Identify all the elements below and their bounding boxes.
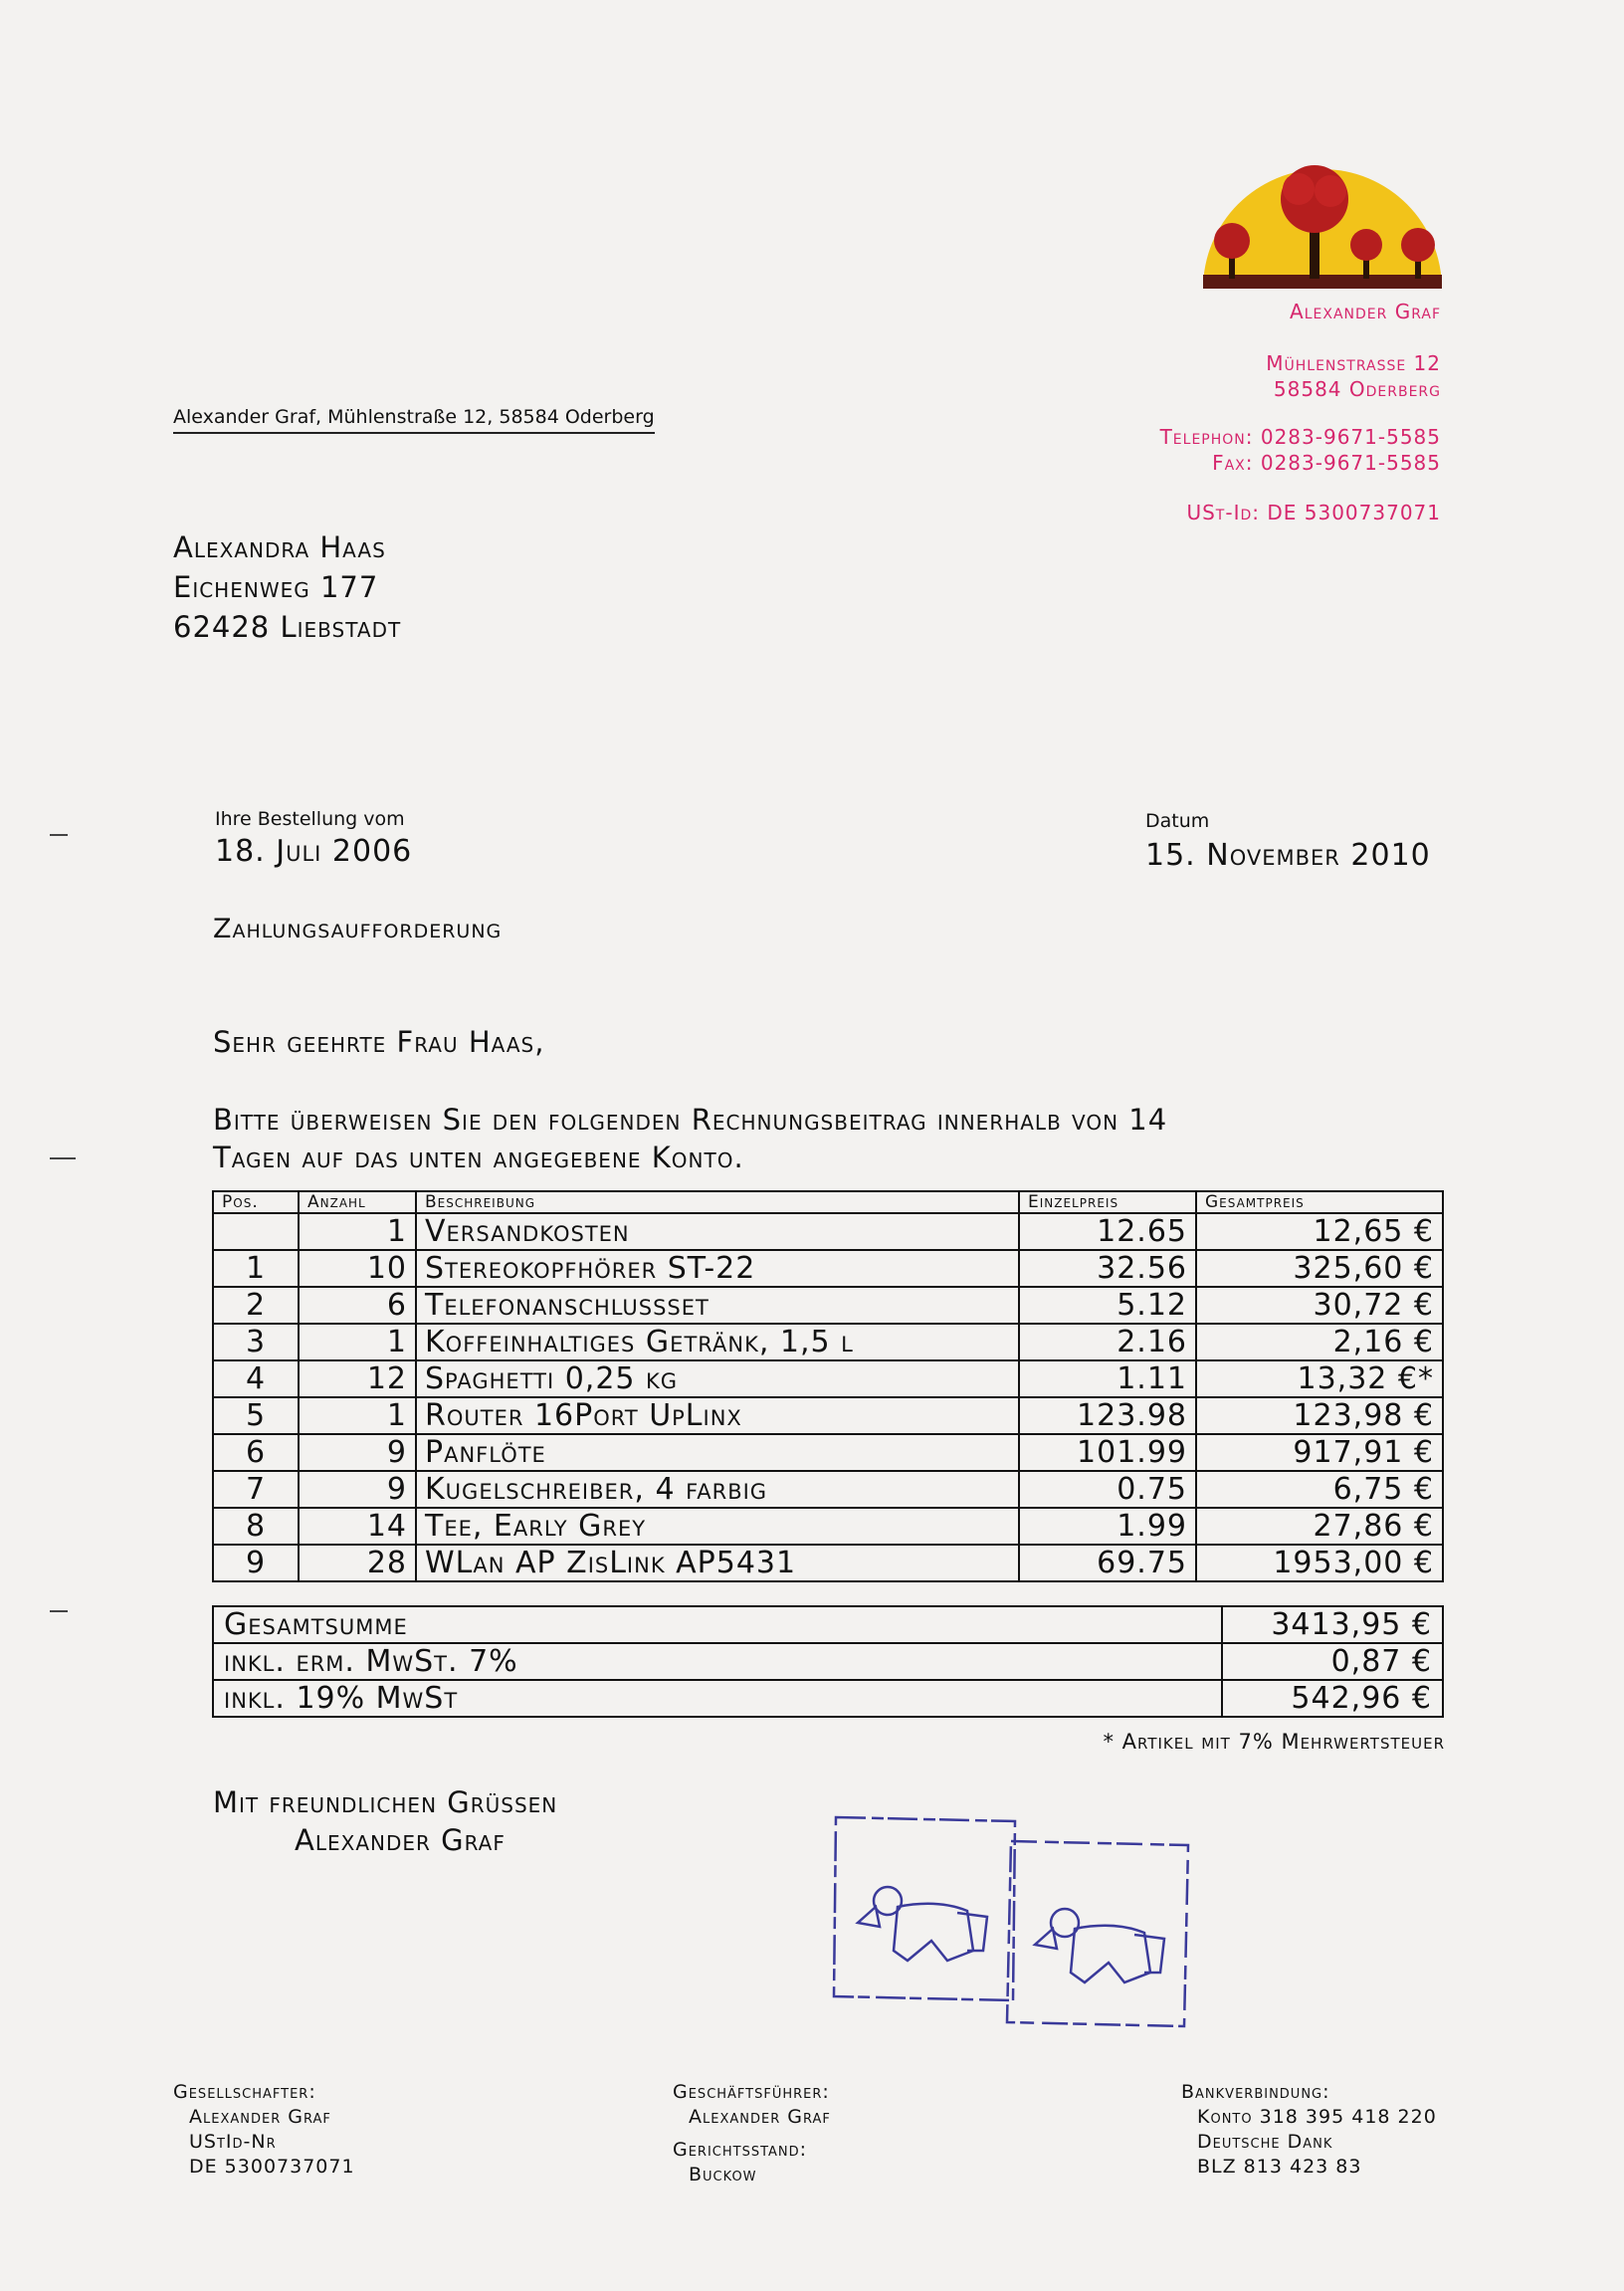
footer-heading: Gesellschafter: <box>173 2081 316 2103</box>
sender-return-address: Alexander Graf, Mühlenstraße 12, 58584 Oderberg <box>173 406 655 434</box>
cell-qty: 9 <box>299 1471 416 1508</box>
recipient-city: 62428 Liebstadt <box>173 610 402 644</box>
letterhead-name: Alexander Graf <box>1290 300 1441 323</box>
table-row <box>213 1360 1443 1397</box>
recipient-street: Eichenweg 177 <box>173 570 379 604</box>
cell-desc: Tee, Early Grey <box>416 1508 1019 1545</box>
footer-heading: Gerichtsstand: <box>673 2139 808 2161</box>
recipient-address <box>173 527 401 647</box>
closing-greeting: Mit freundlichen Grüssen <box>213 1785 558 1819</box>
cell-total: 27,86 € <box>1196 1508 1443 1545</box>
datum-date: 15. November 2010 <box>1145 838 1431 873</box>
cell-pos: 8 <box>213 1508 299 1545</box>
footer-line: BLZ 813 423 83 <box>1197 2156 1362 2178</box>
tree-logo-icon <box>1199 149 1446 299</box>
table-row <box>213 1324 1443 1360</box>
col-header-total: Gesamtpreis <box>1196 1191 1443 1213</box>
recipient-name: Alexandra Haas <box>173 530 386 564</box>
cell-unit: 1.99 <box>1019 1508 1196 1545</box>
cell-pos: 9 <box>213 1545 299 1581</box>
stamp-icon <box>828 1811 1196 2034</box>
footer-line: Konto 318 395 418 220 <box>1197 2106 1437 2128</box>
total-label: inkl. 19% MwSt <box>213 1680 1222 1717</box>
cell-total: 2,16 € <box>1196 1324 1443 1360</box>
salutation: Sehr geehrte Frau Haas, <box>213 1025 545 1059</box>
footer-line: Alexander Graf <box>689 2106 831 2128</box>
fold-mark <box>50 1610 68 1612</box>
cell-unit: 1.11 <box>1019 1360 1196 1397</box>
cell-total: 123,98 € <box>1196 1397 1443 1434</box>
body-line: Bitte überweisen Sie den folgenden Rechnungsbeitrag innerhalb von 14 <box>213 1103 1168 1137</box>
cell-unit: 2.16 <box>1019 1324 1196 1360</box>
total-label: Gesamtsumme <box>213 1606 1222 1643</box>
cell-pos: 5 <box>213 1397 299 1434</box>
cell-total: 12,65 € <box>1196 1213 1443 1250</box>
cell-pos: 2 <box>213 1287 299 1324</box>
datum-label: Datum <box>1145 810 1210 832</box>
vat-footnote: * Artikel mit 7% Mehrwertsteuer <box>1103 1730 1445 1754</box>
letterhead-ustid: USt-Id: DE 5300737071 <box>1186 501 1441 524</box>
letterhead-fax: Fax: 0283-9671-5585 <box>1212 451 1441 475</box>
table-row <box>213 1545 1443 1581</box>
cell-desc: Router 16Port UpLinx <box>416 1397 1019 1434</box>
cell-unit: 123.98 <box>1019 1397 1196 1434</box>
letterhead-telephone: Telephon: 0283-9671-5585 <box>1159 425 1441 449</box>
cell-unit: 5.12 <box>1019 1287 1196 1324</box>
totals-table <box>212 1605 1444 1718</box>
cell-desc: Panflöte <box>416 1434 1019 1471</box>
order-label: Ihre Bestellung vom <box>215 808 405 830</box>
col-header-pos: Pos. <box>213 1191 299 1213</box>
cell-qty: 12 <box>299 1360 416 1397</box>
cell-qty: 6 <box>299 1287 416 1324</box>
closing-name: Alexander Graf <box>295 1823 506 1857</box>
table-row <box>213 1213 1443 1250</box>
cell-qty: 28 <box>299 1545 416 1581</box>
footer-line: DE 5300737071 <box>189 2156 355 2178</box>
total-value: 0,87 € <box>1222 1643 1443 1680</box>
cell-qty: 1 <box>299 1397 416 1434</box>
cell-desc: Versandkosten <box>416 1213 1019 1250</box>
fold-mark <box>50 834 68 836</box>
cell-total: 6,75 € <box>1196 1471 1443 1508</box>
col-header-unit: Einzelpreis <box>1019 1191 1196 1213</box>
cell-pos: 4 <box>213 1360 299 1397</box>
cell-unit: 12.65 <box>1019 1213 1196 1250</box>
cell-total: 30,72 € <box>1196 1287 1443 1324</box>
letterhead-street: Mühlenstrasse 12 <box>1266 351 1441 375</box>
cell-desc: Stereokopfhörer ST-22 <box>416 1250 1019 1287</box>
punch-mark <box>50 1157 76 1159</box>
body-line: Tagen auf das unten angegebene Konto. <box>213 1141 744 1174</box>
footer-shareholder <box>173 2080 355 2180</box>
cell-qty: 1 <box>299 1213 416 1250</box>
total-row <box>213 1643 1443 1680</box>
table-row <box>213 1471 1443 1508</box>
cell-total: 325,60 € <box>1196 1250 1443 1287</box>
cell-desc: Spaghetti 0,25 kg <box>416 1360 1019 1397</box>
table-header-row <box>213 1191 1443 1213</box>
footer-bank <box>1181 2080 1437 2180</box>
cell-pos: 3 <box>213 1324 299 1360</box>
cell-desc: Kugelschreiber, 4 farbig <box>416 1471 1019 1508</box>
cell-desc: Telefonanschlussset <box>416 1287 1019 1324</box>
footer-heading: Bankverbindung: <box>1181 2081 1330 2103</box>
items-table <box>212 1190 1444 1582</box>
cell-unit: 101.99 <box>1019 1434 1196 1471</box>
total-value: 542,96 € <box>1222 1680 1443 1717</box>
table-row <box>213 1508 1443 1545</box>
footer-line: Deutsche Dank <box>1197 2131 1333 2153</box>
cell-desc: Koffeinhaltiges Getränk, 1,5 l <box>416 1324 1019 1360</box>
cell-qty: 9 <box>299 1434 416 1471</box>
total-value: 3413,95 € <box>1222 1606 1443 1643</box>
cell-desc: WLan AP ZisLink AP5431 <box>416 1545 1019 1581</box>
table-row <box>213 1434 1443 1471</box>
footer-line: Buckow <box>689 2164 757 2186</box>
order-date: 18. Juli 2006 <box>215 834 413 869</box>
cell-total: 13,32 €* <box>1196 1360 1443 1397</box>
footer-line: UStId-Nr <box>189 2131 277 2153</box>
cell-qty: 14 <box>299 1508 416 1545</box>
letterhead-city: 58584 Oderberg <box>1273 377 1441 401</box>
total-row <box>213 1606 1443 1643</box>
cell-qty: 1 <box>299 1324 416 1360</box>
cell-total: 1953,00 € <box>1196 1545 1443 1581</box>
cell-pos: 1 <box>213 1250 299 1287</box>
cell-pos <box>213 1213 299 1250</box>
footer-heading: Geschäftsführer: <box>673 2081 830 2103</box>
table-row <box>213 1250 1443 1287</box>
col-header-qty: Anzahl <box>299 1191 416 1213</box>
cell-total: 917,91 € <box>1196 1434 1443 1471</box>
cell-qty: 10 <box>299 1250 416 1287</box>
footer-line: Alexander Graf <box>189 2106 331 2128</box>
total-label: inkl. erm. MwSt. 7% <box>213 1643 1222 1680</box>
cell-pos: 6 <box>213 1434 299 1471</box>
cell-unit: 69.75 <box>1019 1545 1196 1581</box>
table-row <box>213 1287 1443 1324</box>
col-header-desc: Beschreibung <box>416 1191 1019 1213</box>
cell-unit: 32.56 <box>1019 1250 1196 1287</box>
cell-unit: 0.75 <box>1019 1471 1196 1508</box>
body-text <box>213 1101 1447 1176</box>
cell-pos: 7 <box>213 1471 299 1508</box>
subject: Zahlungsaufforderung <box>213 914 503 944</box>
total-row <box>213 1680 1443 1717</box>
closing <box>213 1783 557 1859</box>
footer-management <box>673 2080 831 2187</box>
table-row <box>213 1397 1443 1434</box>
